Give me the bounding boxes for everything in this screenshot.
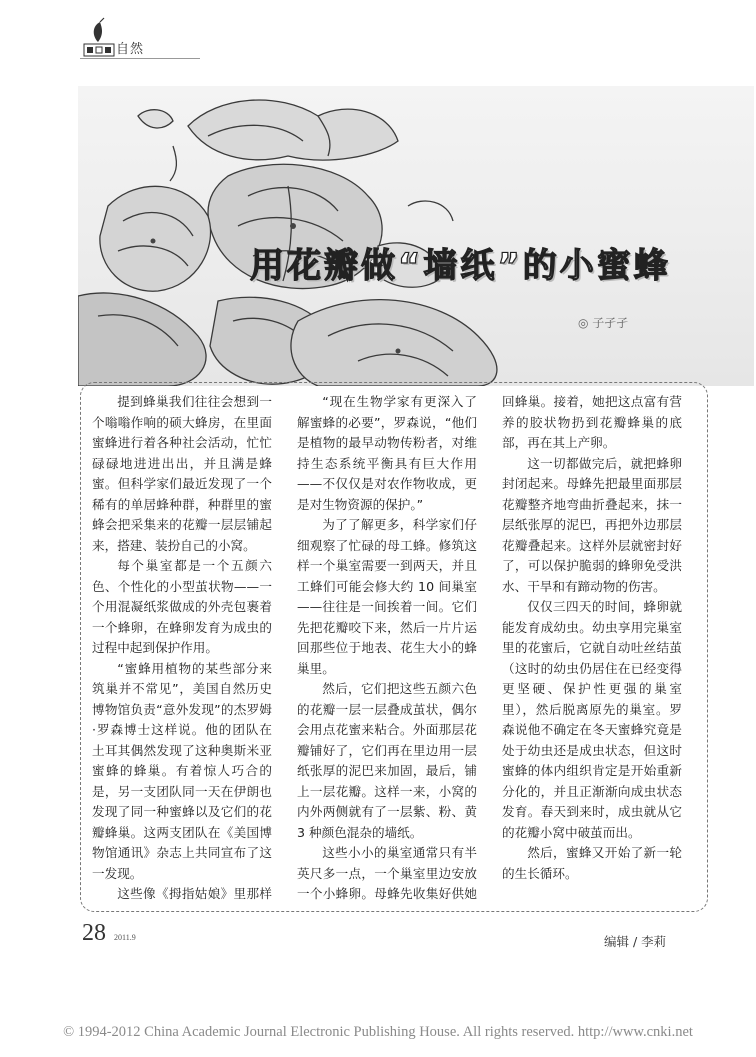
section-label: 自然: [116, 42, 145, 57]
paragraph: 这一切都做完后，就把蜂卵封闭起来。母蜂先把最里面那层花瓣整齐地弯曲折叠起来，抹一层纸张厚的泥巴，再把外边那层花瓣叠起来。这样外层就密封好了，可以保护脆弱的蜂卵免受洪水、干旱和有蹄动物的伤害。: [502, 455, 682, 594]
paragraph: 回蜂巢。接着，她把这点富有营养的胶状物扔到花瓣蜂巢的底部，再在其上产卵。: [502, 394, 682, 450]
copyright-footer: © 1994-2012 China Academic Journal Electronic Publishing House. All rights reserved. http://www.cnki.net: [63, 1024, 693, 1040]
peony-illustration-icon: [78, 86, 754, 386]
paragraph: 仅仅三四天的时间，蜂卵就能发育成幼虫。幼虫享用完巢室里的花蜜后，它就自动吐丝结茧（这时的幼虫仍居住在已经变得更坚硬、保护性更强的巢室里），然后脱离原先的巢室。罗森说他不确定在冬天蜜蜂究竟是处于幼虫还是成虫状态，但这时蜜蜂的体内组织肯定是开始重新分化的，并且正渐渐向成虫状态发育。春天到来时，成虫就从它的花瓣小窝中破茧而出。: [502, 599, 682, 840]
paragraph: “现在生物学家有更深入了解蜜蜂的必要”，罗森说，“他们是植物的最早动物传粉者，对维持生态系统平衡具有巨大作用——不仅仅是对农作物收成，更是对生物资源的保护。”: [297, 394, 477, 512]
paragraph: “蜜蜂用植物的某些部分来筑巢并不常见”，美国自然历史博物馆负责“意外发现”的杰罗姆·罗森博士这样说。他的团队在土耳其偶然发现了这种奥斯米亚蜜蜂的蜂巢。有着惊人巧合的是，另一支团队同一天在伊朗也发现了同一种蜜蜂以及它们的花瓣蜂巢。这两支团队在《美国博物馆通讯》杂志上共同宣布了这一发现。: [92, 660, 272, 881]
paragraph: 然后，它们把这些五颜六色的花瓣一层一层叠成茧状，偶尔会用点花蜜来粘合。外面那层花瓣铺好了，它们再在里边用一层纸张厚的泥巴来加固，最后，铺上一层花瓣。这样一来，小窝的内外两侧就有了一层紫、粉、黄 3 种颜色混杂的墙纸。: [297, 681, 477, 840]
page-number: 28: [82, 920, 106, 946]
text-column-3: [502, 392, 682, 900]
paragraph: 提到蜂巢我们往往会想到一个嗡嗡作响的硕大蜂房，在里面蜜蜂进行着各种社会活动，忙忙碌碌地进进出出，并且满是蜂蜜。但科学家们最近发现了一个稀有的单居蜂种群，种群里的蜜蜂会把采集来的花瓣一层层铺起来，搭建、装扮自己的小窝。: [92, 394, 272, 553]
text-column-1: [92, 392, 272, 900]
paragraph: 这些小小的巢室通常只有半英尺多一点，一个巢室里边安放一个小蜂卵。母蜂先收集好供她: [297, 845, 477, 900]
paragraph: 为了了解更多，科学家们仔细观察了忙碌的母工蜂。修筑这样一个巢室需要一到两天，并且工蜂们可能会修大约 10 间巢室——往往是一间挨着一间。它们先把花瓣咬下来，然后一片片运回那些位于地表、花生大小的蜂巢里。: [297, 517, 477, 676]
article-author: ◎ 子孑孑: [578, 316, 629, 330]
paragraph: 这些像《拇指姑娘》里那样: [117, 886, 272, 900]
paragraph: 每个巢室都是一个五颜六色、个性化的小型茧状物——一个用混凝纸浆做成的外壳包裹着一个蜂卵，在蜂卵发育为成虫的过程中起到保护作用。: [92, 558, 272, 655]
issue-date: 2011.9: [114, 933, 136, 942]
paragraph: 然后，蜜蜂又开始了新一轮的生长循环。: [502, 845, 682, 881]
text-column-2: [297, 392, 477, 900]
header-illustration: [78, 86, 754, 386]
article-title: 用花瓣做“墙纸”的小蜜蜂: [250, 246, 671, 286]
editor-credit: 编辑 / 李莉: [604, 934, 667, 949]
section-divider: [80, 58, 200, 59]
magazine-logo-icon: [82, 16, 116, 58]
